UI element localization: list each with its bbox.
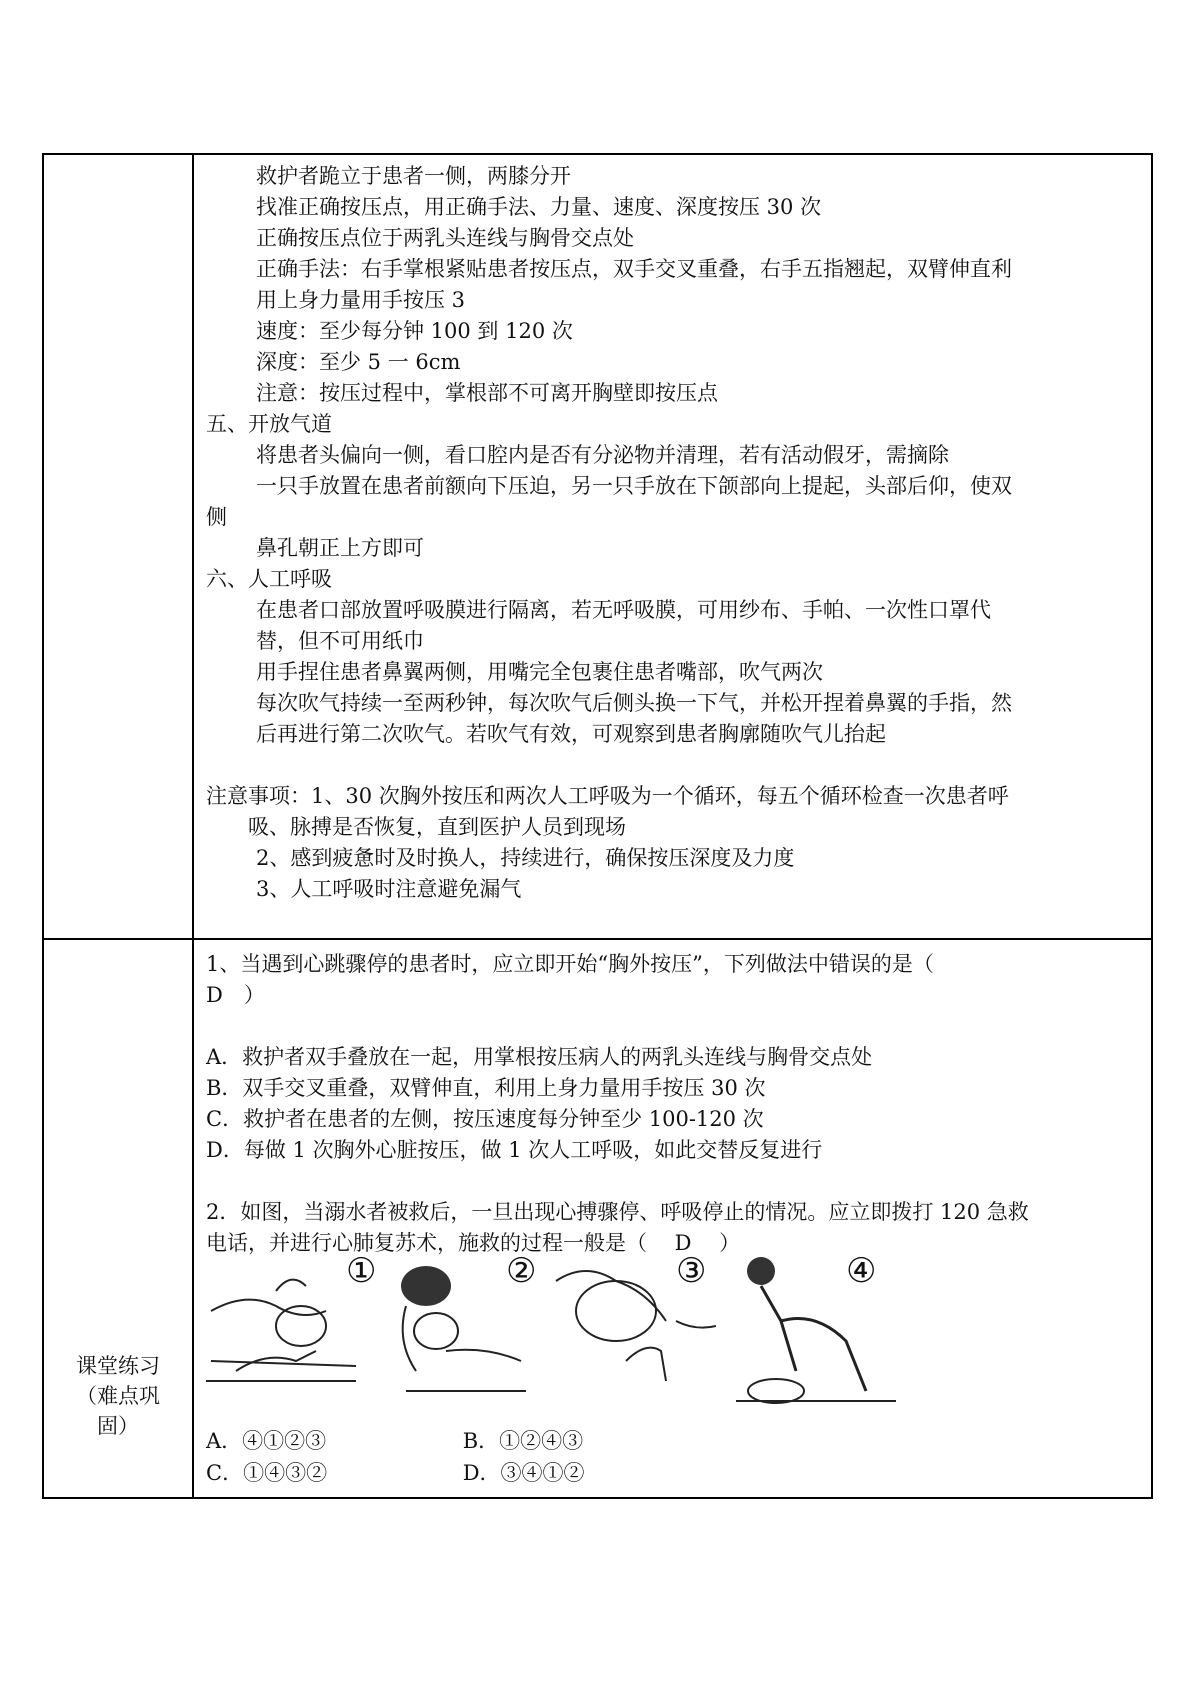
head-tilt-drawing <box>206 1251 356 1421</box>
options-row <box>206 1425 713 1457</box>
practice-label-line: （难点巩 <box>76 1384 160 1408</box>
practice-label-line: 课堂练习 <box>76 1354 160 1378</box>
text-line: 用手捏住患者鼻翼两侧，用嘴完全包裹住患者嘴部，吹气两次 <box>256 660 823 684</box>
cpr-illustrations <box>206 1251 1116 1421</box>
text-line: 找准正确按压点，用正确手法、力量、速度、深度按压 30 次 <box>256 195 822 219</box>
text-line: 吸、脉搏是否恢复，直到医护人员到现场 <box>248 815 626 839</box>
figure-number-4: ④ <box>846 1251 877 1291</box>
text-line: 3、人工呼吸时注意避免漏气 <box>256 877 522 901</box>
figure-number-2: ② <box>506 1251 537 1291</box>
column-divider <box>192 155 194 1497</box>
text-line: 每次吹气持续一至两秒钟，每次吹气后侧头换一下气，并松开捏着鼻翼的手指，然 <box>256 691 1012 715</box>
options-row <box>206 1457 713 1489</box>
rescue-breath-drawing <box>386 1251 526 1421</box>
text-line: 用上身力量用手按压 3 <box>256 288 466 312</box>
question-line: 1、当遇到心跳骤停的患者时，应立即开始“胸外按压”，下列做法中错误的是（ <box>206 952 934 976</box>
blank-line <box>206 1011 1146 1042</box>
text-line: 正确按压点位于两乳头连线与胸骨交点处 <box>256 226 634 250</box>
text-line: 六、人工呼吸 <box>206 567 332 591</box>
text-line: 救护者跪立于患者一侧，两膝分开 <box>256 164 571 188</box>
question-line: 2．如图，当溺水者被救后，一旦出现心搏骤停、呼吸停止的情况。应立即拨打 120 急救 <box>206 1200 1029 1224</box>
text-line: 五、开放气道 <box>206 412 332 436</box>
lesson-table <box>42 153 1153 1499</box>
figure-2-rescue-breath <box>386 1251 526 1421</box>
row-divider <box>44 938 1151 940</box>
text-line: 正确手法：右手掌根紧贴患者按压点，双手交叉重叠，右手五指翘起，双臂伸直利 <box>256 257 1012 281</box>
figure-1-open-airway <box>206 1251 356 1421</box>
option-d: D．③④①② <box>462 1461 585 1485</box>
practice-label <box>44 1351 192 1441</box>
text-line: 注意：按压过程中，掌根部不可离开胸壁即按压点 <box>256 381 718 405</box>
option-a: A．④①②③ <box>206 1429 327 1453</box>
text-line: 深度：至少 5 一 6cm <box>256 350 461 374</box>
figure-number-3: ③ <box>676 1251 707 1291</box>
question-line: D ） <box>206 983 265 1007</box>
question-line: B．双手交叉重叠，双臂伸直，利用上身力量用手按压 30 次 <box>206 1076 766 1100</box>
text-line: 后再进行第二次吹气。若吹气有效，可观察到患者胸廓随吹气儿抬起 <box>256 722 886 746</box>
text-line: 侧 <box>206 505 227 529</box>
figure-number-1: ① <box>346 1251 377 1291</box>
option-c: C．①④③② <box>206 1461 328 1485</box>
cpr-steps-cell <box>206 161 1146 905</box>
text-line: 2、感到疲惫时及时换人，持续进行，确保按压深度及力度 <box>256 846 795 870</box>
text-line: 替，但不可用纸巾 <box>256 629 424 653</box>
blank-line <box>206 750 1146 781</box>
question-line: C．救护者在患者的左侧，按压速度每分钟至少 100-120 次 <box>206 1107 764 1131</box>
text-line: 一只手放置在患者前额向下压迫，另一只手放在下颌部向上提起，头部后仰，使双 <box>256 474 1012 498</box>
question-line: 电话，并进行心肺复苏术，施救的过程一般是（ D ） <box>206 1231 741 1255</box>
blank-line <box>206 1166 1146 1197</box>
text-line: 鼻孔朝正上方即可 <box>256 536 424 560</box>
text-line: 注意事项：1、30 次胸外按压和两次人工呼吸为一个循环，每五个循环检查一次患者呼 <box>206 784 1009 808</box>
practice-questions-cell <box>206 949 1146 1259</box>
text-line: 将患者头偏向一侧，看口腔内是否有分泌物并清理，若有活动假牙，需摘除 <box>256 443 949 467</box>
practice-label-line: 固） <box>97 1414 139 1438</box>
question-line: D．每做 1 次胸外心脏按压，做 1 次人工呼吸，如此交替反复进行 <box>206 1138 823 1162</box>
question-line: A．救护者双手叠放在一起，用掌根按压病人的两乳头连线与胸骨交点处 <box>206 1045 873 1069</box>
text-line: 在患者口部放置呼吸膜进行隔离，若无呼吸膜，可用纱布、手帕、一次性口罩代 <box>256 598 991 622</box>
question-2-options <box>206 1425 713 1489</box>
option-b: B．①②④③ <box>462 1429 584 1453</box>
text-line: 速度：至少每分钟 100 到 120 次 <box>256 319 573 343</box>
